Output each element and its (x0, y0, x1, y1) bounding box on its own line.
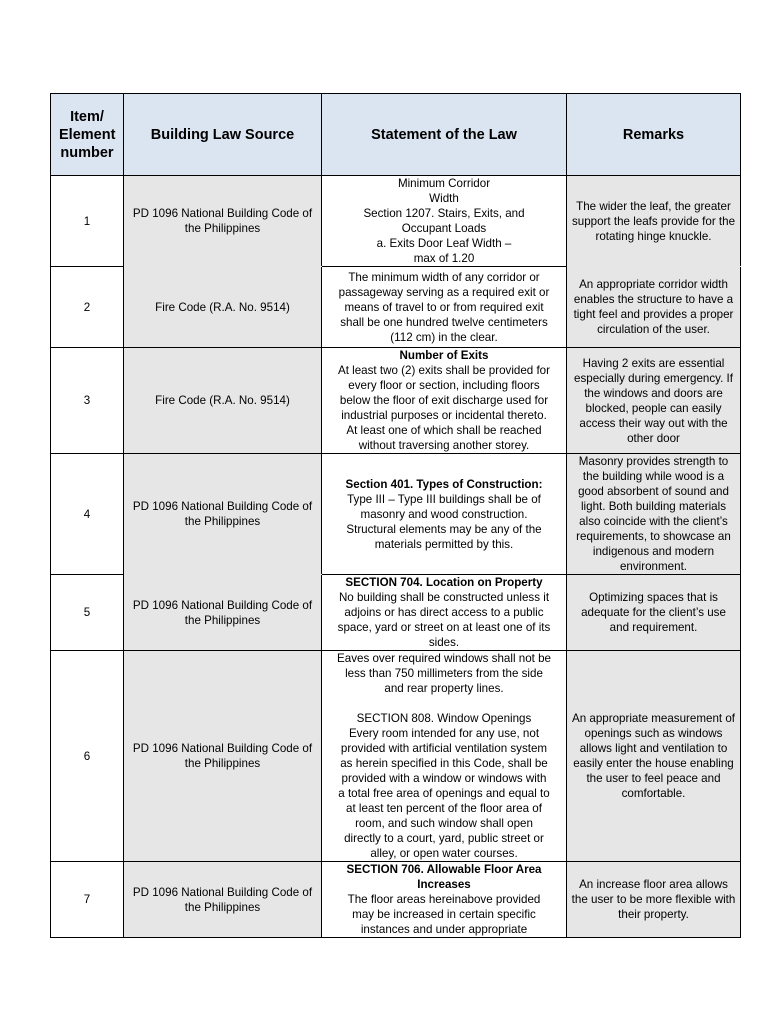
row-number: 2 (51, 267, 124, 348)
statement-line: directly to a court, yard, public street or (344, 832, 544, 845)
statement-line: may be increased in certain specific (352, 908, 536, 921)
statement-line: alley, or open water courses. (370, 847, 518, 860)
header-statement-of-law: Statement of the Law (322, 94, 567, 176)
table-row (51, 176, 741, 267)
statement-line: at least ten percent of the floor area of (346, 802, 542, 815)
statement-line: Structural elements may be any of the (346, 522, 542, 536)
row-number: 4 (51, 454, 124, 575)
row-remarks: An increase floor area allows the user to be more flexible with their property. (567, 862, 741, 938)
statement-line: below the floor of exit discharge used for (339, 394, 549, 407)
statement-line: masonry and wood construction. (360, 507, 528, 521)
table-row (51, 651, 741, 862)
table-row (51, 267, 741, 348)
row-number: 3 (51, 348, 124, 454)
statement-line: passageway serving as a required exit or (338, 285, 550, 299)
row-statement (322, 575, 567, 651)
statement-line: At least two (2) exits shall be provided for (337, 364, 550, 377)
statement-line: Every room intended for any use, not (348, 727, 540, 740)
statement-line: every floor or section, including floors (348, 379, 540, 392)
row-remarks: Masonry provides strength to the building while wood is a good absorbent of sound and light. Both building materials also coincide with the client’s requirements, to showcase an indigenous and modern environment. (567, 454, 741, 575)
statement-line: The floor areas hereinabove provided (347, 893, 541, 906)
statement-line: Section 1207. Stairs, Exits, and (363, 207, 525, 220)
statement-line: Type III – Type III buildings shall be of (347, 492, 541, 506)
row-remarks: The wider the leaf, the greater support the leafs provide for the rotating hinge knuckle. (567, 176, 741, 267)
statement-line: space, yard or street on at least one of its (337, 621, 551, 634)
row-number: 6 (51, 651, 124, 862)
statement-line: Eaves over required windows shall not be (337, 652, 551, 665)
row-statement (322, 651, 567, 862)
statement-line: provided with a window or windows with (341, 772, 547, 785)
header-item-number (51, 94, 124, 176)
statement-line: instances and under appropriate (360, 923, 528, 936)
table-row (51, 348, 741, 454)
statement-line: a. Exits Door Leaf Width – (376, 237, 512, 250)
row-source: PD 1096 National Building Code of the Philippines (124, 454, 322, 575)
row-number: 5 (51, 575, 124, 651)
row-source: PD 1096 National Building Code of the Philippines (124, 862, 322, 938)
statement-line: sides. (428, 636, 460, 649)
row-statement (322, 176, 567, 267)
statement-title: Increases (417, 878, 471, 891)
row-remarks: Having 2 exits are essential especially during emergency. If the windows and doors are blocked, people can easily access their way out with the other door (567, 348, 741, 454)
statement-line: (112 cm) in the clear. (390, 330, 498, 344)
statement-line: SECTION 808. Window Openings (356, 712, 532, 725)
header-item-label: Item/ Element number (59, 108, 116, 161)
statement-line: max of 1.20 (413, 252, 475, 265)
table-row (51, 454, 741, 575)
statement-title: Section 401. Types of Construction: (345, 477, 543, 491)
row-statement (322, 862, 567, 938)
statement-line: The minimum width of any corridor or (348, 270, 540, 284)
statement-line: less than 750 millimeters from the side (345, 667, 543, 680)
statement-line: industrial purposes or incidental thereto. (341, 409, 547, 422)
row-number: 1 (51, 176, 124, 267)
header-remarks: Remarks (567, 94, 741, 176)
building-law-table (50, 93, 741, 938)
table-row (51, 575, 741, 651)
row-number: 7 (51, 862, 124, 938)
statement-line: without traversing another storey. (358, 439, 530, 452)
row-source: PD 1096 National Building Code of the Philippines (124, 651, 322, 862)
statement-line: adjoins or has direct access to a public (344, 606, 544, 619)
statement-line: a total free area of openings and equal to (338, 787, 550, 800)
statement-line: At least one of which shall be reached (346, 424, 542, 437)
statement-title: SECTION 706. Allowable Floor Area (346, 863, 542, 876)
row-source: PD 1096 National Building Code of the Philippines (124, 575, 322, 651)
row-remarks: An appropriate measurement of openings such as windows allows light and ventilation to easily enter the house enabling the user to feel peace and comfortable. (567, 651, 741, 862)
row-source: Fire Code (R.A. No. 9514) (124, 267, 322, 348)
row-source: PD 1096 National Building Code of the Philippines (124, 176, 322, 267)
row-statement (322, 267, 567, 348)
row-statement (322, 454, 567, 575)
statement-line: Occupant Loads (401, 222, 487, 235)
statement-line: as herein specified in this Code, shall be (340, 757, 548, 770)
row-remarks: An appropriate corridor width enables the structure to have a tight feel and provides a proper circulation of the user. (567, 267, 741, 348)
table-header-row (51, 94, 741, 176)
statement-line: Width (429, 192, 459, 205)
row-remarks: Optimizing spaces that is adequate for the client’s use and requirement. (567, 575, 741, 651)
statement-line: No building shall be constructed unless it (338, 591, 550, 604)
row-source: Fire Code (R.A. No. 9514) (124, 348, 322, 454)
table-row (51, 862, 741, 938)
row-statement (322, 348, 567, 454)
statement-line: shall be one hundred twelve centimeters (340, 315, 548, 329)
statement-line: provided with artificial ventilation system (340, 742, 548, 755)
statement-line: materials permitted by this. (374, 537, 514, 551)
statement-title: SECTION 704. Location on Property (345, 576, 543, 589)
statement-title: Number of Exits (399, 349, 489, 362)
statement-line: room, and such window shall open (355, 817, 533, 830)
statement-line: and rear property lines. (384, 682, 504, 695)
paragraph-gap (326, 696, 562, 711)
statement-line: Minimum Corridor (397, 177, 491, 190)
header-building-law-source: Building Law Source (124, 94, 322, 176)
statement-line: means of travel to or from required exit (344, 300, 544, 314)
